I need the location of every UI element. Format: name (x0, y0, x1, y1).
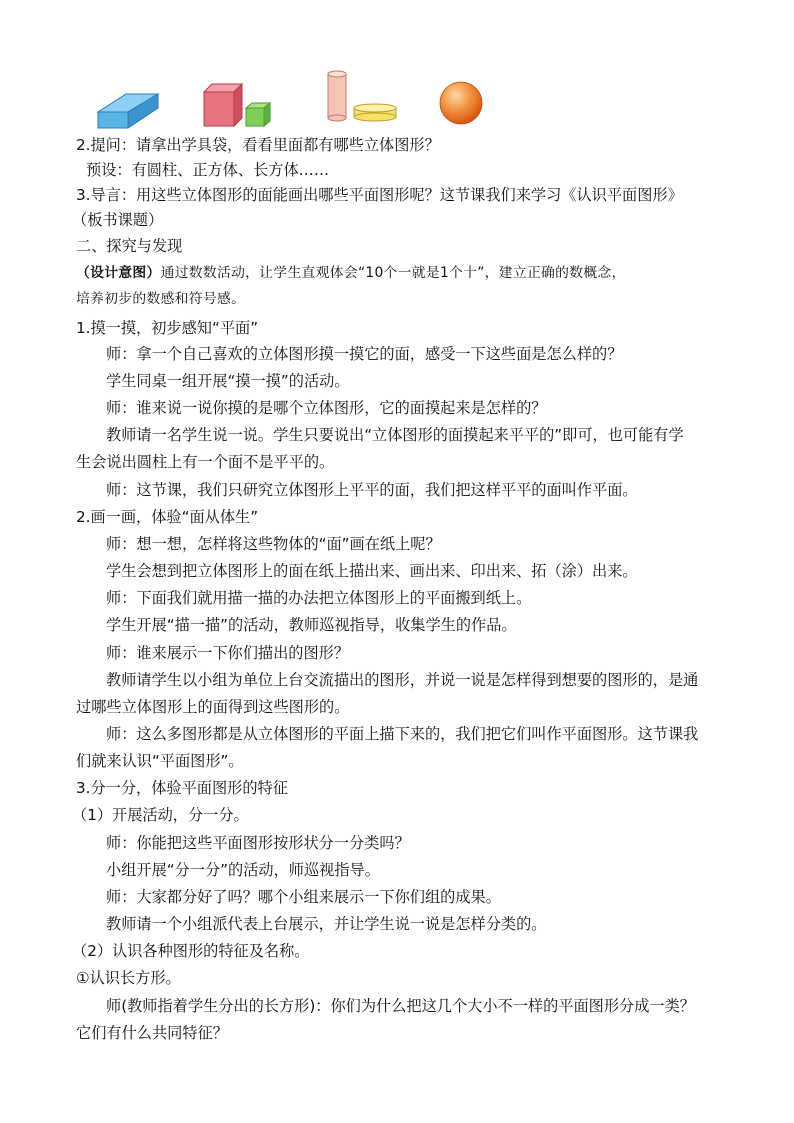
paragraph: 教师请一个小组派代表上台展示，并让学生说一说是怎样分类的。 (106, 915, 547, 933)
paragraph: 教师请一名学生说一说。学生只要说出“立体图形的面摸起来平平的”即可，也可能有学 (106, 426, 684, 444)
design-intent (76, 263, 626, 283)
subheading-draw: 2.画一画，体验“面从体生” (76, 508, 259, 526)
sphere-figure (438, 80, 484, 126)
paragraph: 小组开展“分一分”的活动，师巡视指导。 (106, 861, 380, 879)
paragraph: 过哪些立体图形上的面得到这些图形的。 (76, 698, 350, 716)
paragraph: 师：拿一个自己喜欢的立体图形摸一摸它的面，感受一下这些面是怎么样的？ (106, 345, 623, 363)
line-board-title: （板书课题） (72, 211, 164, 229)
paragraph: 师：你能把这些平面图形按形状分一分类吗？ (106, 834, 410, 852)
cuboid-figure (96, 90, 162, 130)
line-preset: 预设：有圆柱、正方体、长方体…… (86, 161, 329, 179)
line-guide: 3.导言：用这些立体图形的面能画出哪些平面图形呢？这节课我们来学习《认识平面图形》 (76, 186, 683, 204)
paragraph: 学生同桌一组开展“摸一摸”的活动。 (106, 372, 350, 390)
solid-shapes-illustration (96, 70, 496, 132)
paragraph: 师：谁来说一说你摸的是哪个立体图形，它的面摸起来是怎样的？ (106, 399, 547, 417)
subheading-touch: 1.摸一摸，初步感知“平面” (76, 319, 259, 337)
paragraph: 师：想一想，怎样将这些物体的“面”画在纸上呢？ (106, 535, 441, 553)
cylinder-figure (326, 70, 400, 124)
paragraph: 师：这节课，我们只研究立体图形上平平的面，我们把这样平平的面叫作平面。 (106, 481, 638, 499)
paragraph: 教师请学生以小组为单位上台交流描出的图形，并说一说是怎样得到想要的图形的，是通 (106, 671, 699, 689)
paragraph: 师：这么多图形都是从立体图形的平面上描下来的，我们把它们叫作平面图形。这节课我 (106, 725, 699, 743)
subheading-activity: （1）开展活动，分一分。 (72, 806, 249, 824)
paragraph: 学生开展“描一描”的活动，教师巡视指导，收集学生的作品。 (106, 616, 517, 634)
cube-figure (202, 82, 274, 128)
paragraph: 师：谁来展示一下你们描出的图形？ (106, 644, 349, 662)
paragraph: 学生会想到把立体图形上的面在纸上描出来、画出来、印出来、拓（涂）出来。 (106, 562, 638, 580)
section-heading: 二、探究与发现 (76, 237, 183, 255)
paragraph: 它们有什么共同特征？ (76, 1024, 228, 1042)
subheading-classify: 3.分一分，体验平面图形的特征 (76, 779, 288, 797)
subheading-rectangle: ①认识长方形。 (76, 969, 181, 987)
line-question: 2.提问：请拿出学具袋，看看里面都有哪些立体图形？ (76, 136, 440, 154)
subheading-features: （2）认识各种图形的特征及名称。 (72, 942, 310, 960)
design-intent-label: （设计意图） (76, 265, 161, 281)
paragraph: 们就来认识“平面图形”。 (76, 752, 244, 770)
paragraph: 生会说出圆柱上有一个面不是平平的。 (76, 453, 335, 471)
paragraph: 师：大家都分好了吗？哪个小组来展示一下你们组的成果。 (106, 888, 501, 906)
design-intent-cont: 培养初步的数感和符号感。 (76, 291, 246, 307)
paragraph: 师(教师指着学生分出的长方形)：你们为什么把这几个大小不一样的平面图形分成一类？ (106, 997, 695, 1015)
paragraph: 师：下面我们就用描一描的办法把立体图形上的平面搬到纸上。 (106, 589, 532, 607)
design-intent-text: 通过数数活动，让学生直观体会“10个一就是1个十”，建立正确的数概念， (160, 265, 626, 281)
